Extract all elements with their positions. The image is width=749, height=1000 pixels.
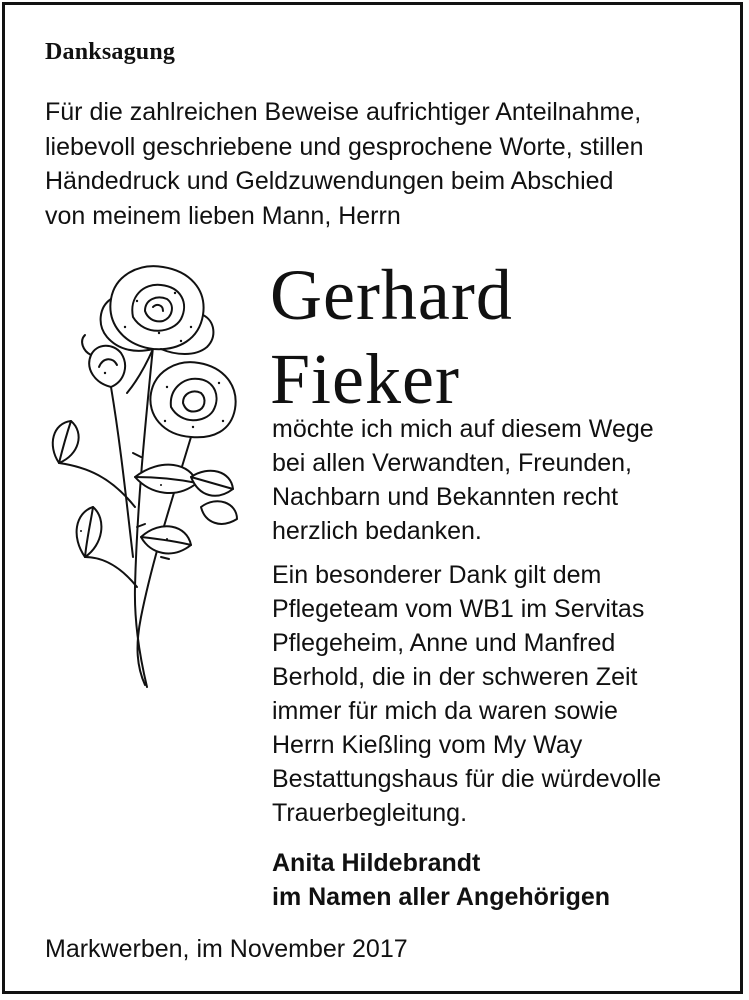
body-line: Trauerbegleitung. [272,799,468,827]
body-text [272,412,722,830]
intro-line: von meinem lieben Mann, Herrn [45,201,401,230]
intro-line: Für die zahlreichen Beweise aufrichtiger Anteilnahme, [45,98,642,126]
signature-line: im Namen aller Angehörigen [272,883,611,911]
obituary-card [2,2,743,994]
signature-name: Anita Hildebrandt [272,849,481,877]
intro-line: Händedruck und Geldzuwendungen beim Abschied [45,167,614,195]
body-line: Pflegeheim, Anne und Manfred [272,629,616,657]
body-line: Berhold, die in der schweren Zeit [272,663,638,691]
deceased-name [270,253,513,421]
body-line: Ein besonderer Dank gilt dem [272,561,602,589]
body-line: immer für mich da waren sowie [272,697,618,725]
body-line: Pflegeteam vom WB1 im Servitas [272,595,645,623]
rose-illustration-icon [41,257,241,697]
body-line: Herrn Kießling vom My Way [272,731,583,759]
last-name: Fieker [270,339,460,419]
body-line: herzlich bedanken. [272,517,482,545]
signature [272,846,610,914]
intro-text [45,95,715,233]
paragraph-gap [272,548,722,558]
place-date: Markwerben, im November 2017 [45,935,408,963]
body-line: Bestattungshaus für die würdevolle [272,765,662,793]
heading: Danksagung [45,39,176,65]
first-name: Gerhard [270,255,513,335]
body-line: Nachbarn und Bekannten recht [272,483,619,511]
body-line: bei allen Verwandten, Freunden, [272,449,632,477]
body-line: möchte ich mich auf diesem Wege [272,415,654,443]
intro-line: liebevoll geschriebene und gesprochene Worte, stillen [45,132,644,161]
